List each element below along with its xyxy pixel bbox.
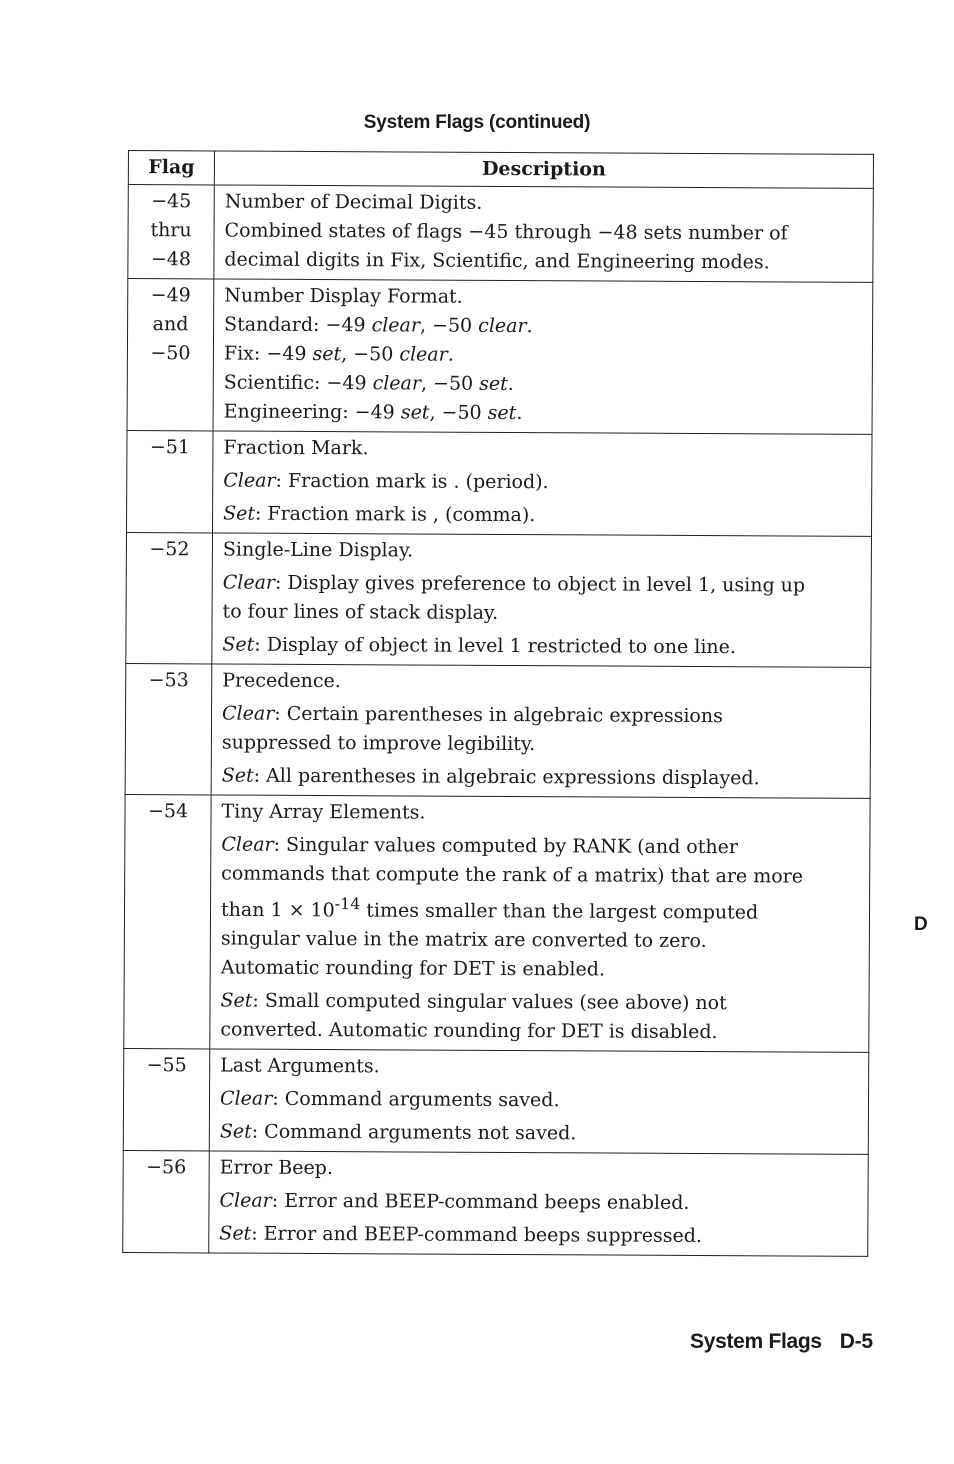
description-line: Set: Display of object in level 1 restricted to one line. (222, 633, 737, 659)
description-line: Clear: Singular values computed by RANK (and other (221, 833, 739, 859)
footer-section-title: System Flags (690, 1330, 822, 1353)
description-line: Set: Error and BEEP-command beeps suppressed. (219, 1222, 703, 1248)
description-line: Single-Line Display. (222, 538, 414, 562)
flag-number: −53 (148, 669, 189, 692)
flag-number: thru (150, 219, 192, 242)
flag-number: −56 (146, 1156, 187, 1179)
description-cell (214, 185, 873, 282)
flag-number: −49 (150, 284, 191, 307)
page-footer (690, 1330, 873, 1354)
system-flags-table (122, 150, 874, 1257)
description-line: Clear: Display gives preference to object in level 1, using up (222, 571, 806, 597)
flag-number: −51 (149, 436, 191, 459)
description-line: Scientific: −49 clear, −50 set. (223, 371, 514, 396)
description-line: Clear: Error and BEEP-command beeps enabled. (219, 1189, 690, 1215)
flag-cell (126, 430, 213, 532)
flag-cell (124, 794, 211, 1049)
description-line: Tiny Array Elements. (221, 800, 426, 824)
description-line: converted. Automatic rounding for DET is disabled. (220, 1018, 718, 1044)
flag-cell (125, 663, 212, 794)
description-line: Clear: Fraction mark is . (period). (223, 469, 549, 494)
description-column-header: Description (214, 151, 873, 188)
flag-number: and (152, 313, 189, 336)
flag-cell (126, 532, 213, 663)
description-cell (210, 795, 870, 1053)
table-body (123, 185, 874, 1257)
table-row (123, 1049, 869, 1155)
table-row (128, 185, 873, 283)
table-header-row (128, 151, 873, 189)
description-line: Set: Small computed singular values (see above) not (220, 989, 727, 1015)
description-line: than $1 \times 10^{-14}$ times smaller than the largest computed (220, 894, 759, 924)
description-line: decimal digits in Fix, Scientific, and Engineering modes. (224, 248, 770, 274)
description-line: Engineering: −49 set, −50 set. (223, 400, 523, 425)
description-line: Automatic rounding for DET is enabled. (220, 956, 605, 981)
flag-number: −52 (149, 538, 190, 561)
flag-number: −48 (150, 248, 192, 271)
table-row (127, 279, 873, 435)
flag-cell (123, 1049, 210, 1151)
description-cell (213, 279, 873, 434)
description-line: to four lines of stack display. (222, 600, 499, 624)
description-line: Number of Decimal Digits. (224, 190, 483, 214)
description-line: Clear: Certain parentheses in algebraic expressions (221, 702, 723, 728)
flag-number: −54 (147, 800, 189, 823)
page-title: System Flags (continued) (363, 112, 591, 133)
appendix-tab-marker: D (914, 914, 928, 935)
flag-number: −50 (150, 342, 191, 365)
table-row (124, 794, 870, 1052)
description-line: Number Display Format. (224, 284, 463, 308)
description-cell (212, 533, 872, 667)
description-line: Last Arguments. (220, 1054, 380, 1078)
description-cell (211, 664, 871, 798)
table-row (125, 663, 871, 798)
description-line: Set: All parentheses in algebraic expressions displayed. (221, 764, 760, 790)
description-line: Clear: Command arguments saved. (219, 1087, 560, 1112)
flag-number: −55 (146, 1054, 187, 1077)
description-cell (209, 1151, 869, 1256)
flag-cell (123, 1151, 210, 1253)
description-cell (209, 1049, 869, 1154)
description-cell (212, 431, 872, 536)
description-line: suppressed to improve legibility. (221, 731, 536, 756)
description-line: Fix: −49 set, −50 clear. (223, 342, 454, 366)
description-line: Set: Fraction mark is , (comma). (223, 502, 536, 527)
table-row (123, 1151, 869, 1257)
page-number: D-5 (839, 1330, 873, 1353)
description-line: Combined states of flags −45 through −48 sets number of (224, 219, 788, 245)
flag-cell (127, 279, 214, 431)
description-line: Fraction Mark. (223, 436, 369, 460)
description-line: commands that compute the rank of a matrix) that are more (221, 862, 804, 888)
table-row (126, 430, 872, 536)
flag-column-header: Flag (128, 151, 214, 185)
description-line: Standard: −49 clear, −50 clear. (224, 313, 533, 338)
description-line: singular value in the matrix are converted to zero. (220, 927, 707, 953)
flag-cell (128, 185, 214, 279)
flag-number: −45 (151, 190, 192, 213)
description-line: Set: Command arguments not saved. (219, 1120, 577, 1145)
description-line: Precedence. (222, 669, 341, 693)
description-line: Error Beep. (219, 1156, 333, 1180)
table-row (126, 532, 872, 667)
